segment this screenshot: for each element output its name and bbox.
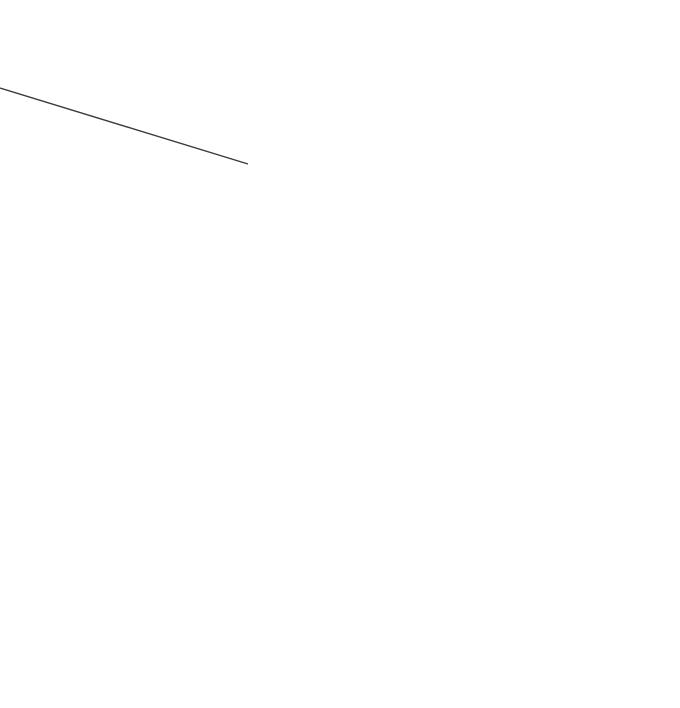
header-diagonal-line [0, 88, 248, 164]
watermark [0, 0, 145, 691]
